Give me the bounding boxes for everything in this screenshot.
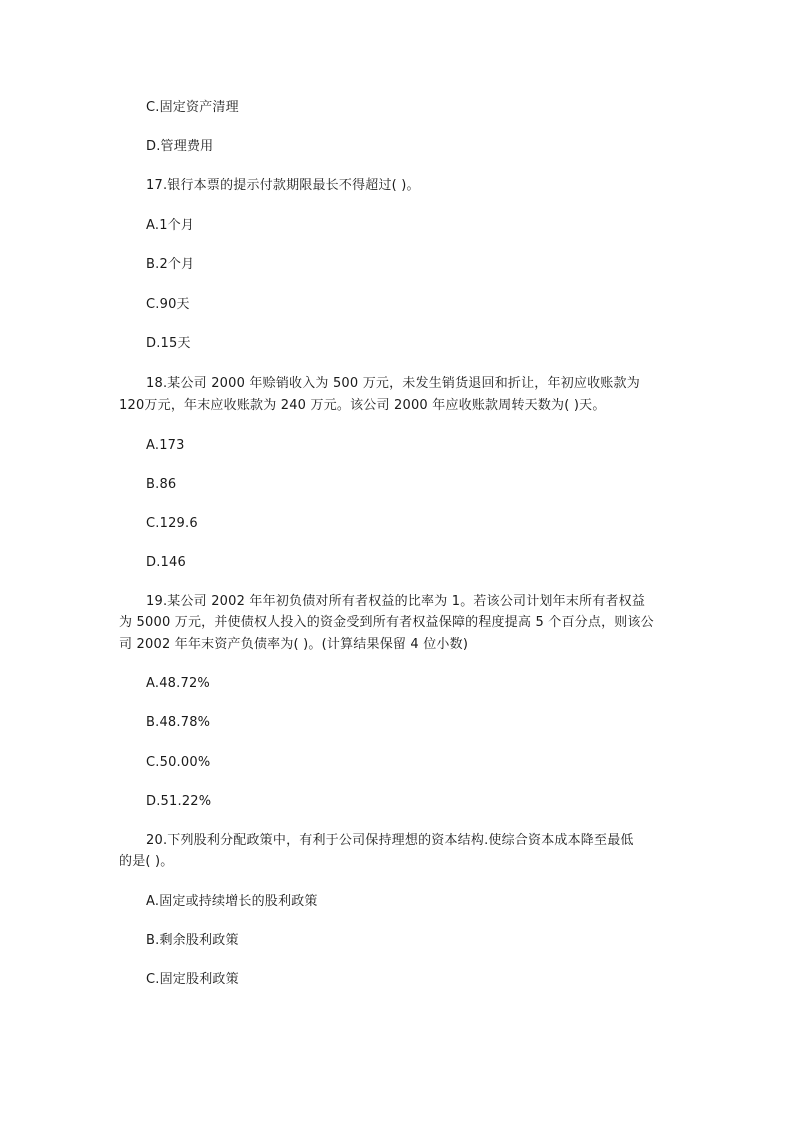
q18-stem-line-1: 18.某公司 2000 年赊销收入为 500 万元，未发生销货退回和折让，年初应收账款为 <box>146 376 640 391</box>
q19-stem-line-1: 19.某公司 2002 年年初负债对所有者权益的比率为 1。若该公司计划年末所有者权益 <box>146 594 646 609</box>
q17-option-d: D.15天 <box>146 336 191 351</box>
q19-stem-line-2: 为 5000 万元，并使债权人投入的资金受到所有者权益保障的程度提高 5 个百分点，则该公 <box>119 615 654 630</box>
q20-stem-line-2: 的是( )。 <box>119 854 174 869</box>
q19-option-d: D.51.22% <box>146 794 212 809</box>
q19-option-c: C.50.00% <box>146 755 211 770</box>
q17-option-c: C.90天 <box>146 297 190 312</box>
q16-option-c: C.固定资产清理 <box>146 100 239 115</box>
q17-option-b: B.2个月 <box>146 257 195 272</box>
q16-option-d: D.管理费用 <box>146 139 214 154</box>
q18-option-b: B.86 <box>146 477 177 492</box>
q19-option-b: B.48.78% <box>146 715 211 730</box>
q18-option-c: C.129.6 <box>146 516 198 531</box>
q18-option-a: A.173 <box>146 438 185 453</box>
q19-option-a: A.48.72% <box>146 676 210 691</box>
q20-stem-line-1: 20.下列股利分配政策中，有利于公司保持理想的资本结构.使综合资本成本降至最低 <box>146 833 634 848</box>
q17-stem: 17.银行本票的提示付款期限最长不得超过( )。 <box>146 178 420 193</box>
q18-option-d: D.146 <box>146 555 186 570</box>
q20-option-a: A.固定或持续增长的股利政策 <box>146 894 318 909</box>
q20-option-c: C.固定股利政策 <box>146 972 239 987</box>
q19-stem-line-3: 司 2002 年年末资产负债率为( )。(计算结果保留 4 位小数) <box>119 637 469 652</box>
q20-option-b: B.剩余股利政策 <box>146 933 239 948</box>
q18-stem-line-2: 120万元，年末应收账款为 240 万元。该公司 2000 年应收账款周转天数为( )天。 <box>119 398 606 413</box>
q17-option-a: A.1个月 <box>146 218 195 233</box>
